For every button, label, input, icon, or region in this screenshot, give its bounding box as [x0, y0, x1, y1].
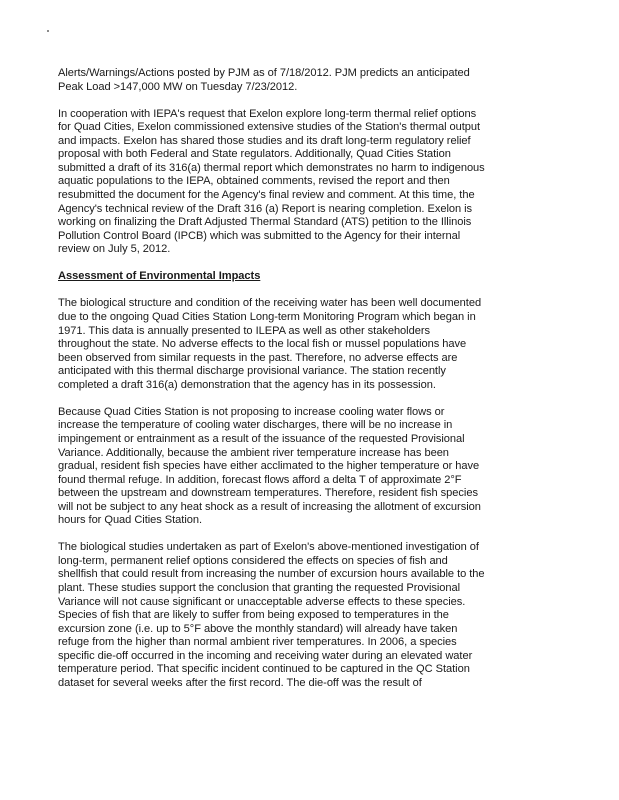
text-line: due to the ongoing Quad Cities Station Long-term Monitoring Program which began in [58, 310, 476, 323]
text-line: gradual, resident fish species have either acclimated to the higher temperature or have [58, 460, 480, 473]
text-line: 1971. This data is annually presented to ILEPA as well as other stakeholders [58, 324, 430, 337]
text-line: impingement or entrainment as a result of the issuance of the requested Provisional [58, 432, 465, 445]
text-line: been observed from similar requests in the past. Therefore, no adverse effects are [58, 351, 458, 364]
text-line: proposal with both Federal and State regulators. Additionally, Quad Cities Station [58, 148, 451, 161]
text-line: between the upstream and downstream temperatures. Therefore, resident fish species [58, 487, 478, 500]
text-line: Peak Load >147,000 MW on Tuesday 7/23/2012. [58, 80, 298, 93]
text-line: temperature period. That specific incident continued to be captured in the QC Station [58, 663, 470, 676]
text-line: plant. These studies support the conclusion that granting the requested Provisional [58, 582, 461, 595]
section-heading: Assessment of Environmental Impacts [58, 270, 261, 283]
text-line: hours for Quad Cities Station. [58, 514, 203, 527]
scan-speck [47, 30, 49, 32]
text-line: anticipated with this thermal discharge provisional variance. The station recently [58, 365, 446, 378]
paragraph-biological-structure [58, 297, 570, 392]
text-line: Agency's technical review of the Draft 316 (a) Report is nearing completion. Exelon is [58, 202, 473, 215]
text-line: for Quad Cities, Exelon commissioned extensive studies of the Station's thermal output [58, 121, 481, 134]
text-line: throughout the state. No adverse effects to the local fish or mussel populations have [58, 338, 467, 351]
text-line: dataset for several weeks after the first record. The die-off was the result of [58, 676, 422, 689]
paragraph-cooling-water [58, 406, 570, 528]
document-body [58, 67, 570, 704]
text-line: review on July 5, 2012. [58, 243, 171, 256]
text-line: Species of fish that are likely to suffer from being exposed to temperatures in the [58, 609, 449, 622]
text-line: found thermal refuge. In addition, forecast flows afford a delta T of approximate 2°F [58, 473, 462, 486]
text-line: excursion zone (i.e. up to 5°F above the monthly standard) will already have taken [58, 622, 458, 635]
text-line: increase the temperature of cooling water discharges, there will be no increase in [58, 419, 453, 432]
text-line: specific die-off occurred in the incoming and receiving water during an elevated water [58, 649, 473, 662]
text-line: refuge from the higher than normal ambient river temperatures. In 2006, a species [58, 636, 457, 649]
text-line: In cooperation with IEPA's request that Exelon explore long-term thermal relief options [58, 107, 477, 120]
text-line: Alerts/Warnings/Actions posted by PJM as of 7/18/2012. PJM predicts an anticipated [58, 67, 470, 79]
text-line: Variance. Additionally, because the ambient river temperature increase has been [58, 446, 449, 459]
text-line: working on finalizing the Draft Adjusted Thermal Standard (ATS) petition to the Illinois [58, 216, 472, 229]
text-line: long-term, permanent relief options considered the effects on species of fish and [58, 554, 448, 567]
text-line: The biological studies undertaken as part of Exelon's above-mentioned investigation of [58, 541, 479, 554]
paragraph-biological-studies [58, 541, 570, 690]
paragraph-iepa-cooperation [58, 108, 570, 257]
text-line: Because Quad Cities Station is not proposing to increase cooling water flows or [58, 405, 445, 418]
text-line: shellfish that could result from increasing the number of excursion hours available to the [58, 568, 485, 581]
text-line: aquatic populations to the IEPA, obtained comments, revised the report and then [58, 175, 450, 188]
text-line: submitted a draft of its 316(a) thermal report which demonstrates no harm to indigenous [58, 161, 485, 174]
text-line: resubmitted the document for the Agency's final review and comment. At this time, the [58, 188, 475, 201]
text-line: The biological structure and condition of the receiving water has been well documented [58, 297, 482, 310]
text-line: Pollution Control Board (IPCB) which was submitted to the Agency for their internal [58, 229, 461, 242]
paragraph-pjm-alert [58, 67, 570, 94]
text-line: and impacts. Exelon has shared those studies and its draft long-term regulatory relief [58, 134, 471, 147]
text-line: completed a draft 316(a) demonstration that the agency has in its possession. [58, 378, 436, 391]
text-line: will not be subject to any heat shock as a result of increasing the allotment of excursion [58, 500, 481, 513]
text-line: Variance will not cause significant or unacceptable adverse effects to these species. [58, 595, 466, 608]
